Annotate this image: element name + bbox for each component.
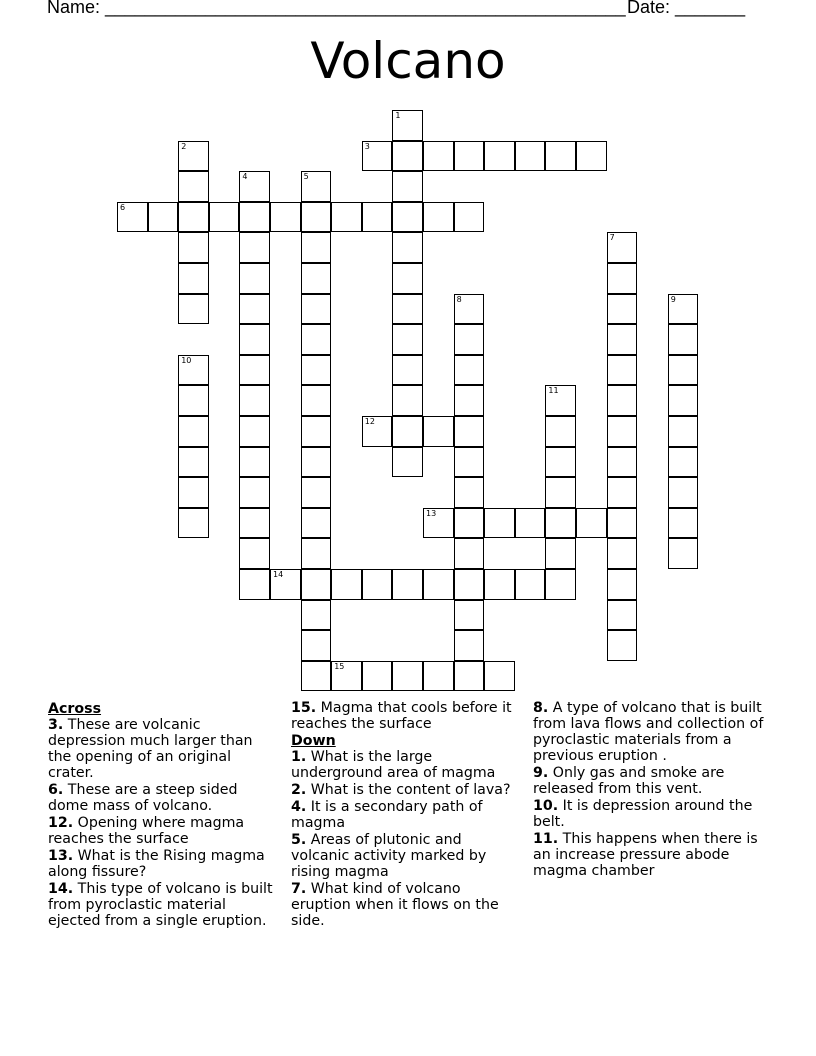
clue-number: 6. [48, 782, 64, 798]
crossword-cell[interactable] [607, 263, 638, 294]
crossword-cell[interactable] [239, 294, 270, 325]
crossword-cell[interactable] [178, 416, 209, 447]
clue-column-1 [48, 700, 280, 930]
clue-number: 2. [291, 782, 307, 798]
clue-number-label: 12 [364, 417, 375, 426]
crossword-cell[interactable] [607, 232, 638, 263]
crossword-cell[interactable] [301, 447, 332, 478]
crossword-cell[interactable] [392, 569, 423, 600]
crossword-cell[interactable] [454, 661, 485, 692]
clue-text: Only gas and smoke are released from this vent. [533, 765, 725, 797]
clue-across-6 [48, 782, 280, 814]
crossword-cell[interactable] [576, 141, 607, 172]
crossword-cell[interactable] [545, 447, 576, 478]
crossword-cell[interactable] [239, 202, 270, 233]
clue-down-5 [291, 832, 523, 880]
crossword-cell[interactable] [301, 477, 332, 508]
crossword-cell[interactable] [484, 569, 515, 600]
clue-number-label: 13 [426, 508, 437, 518]
crossword-cell[interactable] [178, 202, 209, 233]
crossword-cell[interactable] [545, 141, 576, 172]
crossword-cell[interactable] [545, 538, 576, 569]
crossword-cell[interactable] [668, 294, 699, 325]
crossword-cell[interactable] [301, 263, 332, 294]
crossword-cell[interactable] [423, 569, 454, 600]
crossword-cell[interactable] [239, 538, 270, 569]
clue-number-label: 11 [548, 386, 559, 396]
clue-number: 15. [291, 700, 317, 716]
crossword-cell[interactable] [392, 171, 423, 202]
crossword-cell[interactable] [607, 508, 638, 539]
clue-number: 9. [533, 765, 549, 781]
clue-number: 8. [533, 700, 549, 716]
crossword-cell[interactable] [362, 141, 393, 172]
clue-number-label: 6 [120, 202, 126, 212]
clue-number: 7. [291, 881, 307, 897]
clue-text: What is the content of lava? [310, 782, 511, 798]
clue-down-1 [291, 749, 523, 781]
clue-number-label: 1 [395, 111, 401, 120]
crossword-cell[interactable] [454, 294, 485, 325]
clue-text: A type of volcano that is built from lava flows and collection of pyroclastic materials from a previous eruption . [533, 700, 764, 764]
clue-down-4 [291, 799, 523, 831]
crossword-cell[interactable] [607, 416, 638, 447]
crossword-cell[interactable] [484, 661, 515, 692]
clue-number: 5. [291, 832, 307, 848]
crossword-cell[interactable] [178, 171, 209, 202]
crossword-cell[interactable] [545, 569, 576, 600]
crossword-cell[interactable] [392, 661, 423, 692]
crossword-cell[interactable] [270, 569, 301, 600]
crossword-cell[interactable] [454, 600, 485, 631]
clue-across-3 [48, 717, 280, 781]
crossword-cell[interactable] [607, 600, 638, 631]
crossword-cell[interactable] [239, 569, 270, 600]
crossword-cell[interactable] [301, 355, 332, 386]
crossword-cell[interactable] [607, 477, 638, 508]
crossword-cell[interactable] [301, 232, 332, 263]
crossword-cell[interactable] [362, 661, 393, 692]
crossword-cell[interactable] [178, 447, 209, 478]
crossword-cell[interactable] [178, 508, 209, 539]
crossword-cell[interactable] [392, 324, 423, 355]
crossword-cell[interactable] [668, 477, 699, 508]
crossword-cell[interactable] [301, 661, 332, 692]
crossword-cell[interactable] [331, 569, 362, 600]
crossword-cell[interactable] [178, 385, 209, 416]
crossword-cell[interactable] [239, 416, 270, 447]
clue-across-12 [48, 815, 280, 847]
crossword-cell[interactable] [668, 385, 699, 416]
clue-text: Magma that cools before it reaches the surface [291, 700, 512, 732]
clue-column-2 [291, 700, 523, 930]
clue-text: What is the Rising magma along fissure? [48, 848, 265, 880]
crossword-cell[interactable] [454, 447, 485, 478]
crossword-cell[interactable] [239, 447, 270, 478]
crossword-cell[interactable] [515, 141, 546, 172]
crossword-cell[interactable] [239, 508, 270, 539]
crossword-cell[interactable] [331, 202, 362, 233]
clue-number: 13. [48, 848, 74, 864]
clue-across-13 [48, 848, 280, 880]
crossword-cell[interactable] [454, 416, 485, 447]
crossword-cell[interactable] [545, 416, 576, 447]
clue-number-label: 8 [456, 294, 462, 304]
clue-down-2 [291, 782, 523, 798]
crossword-cell[interactable] [239, 477, 270, 508]
crossword-cell[interactable] [423, 202, 454, 233]
clue-number: 10. [533, 798, 559, 814]
crossword-cell[interactable] [301, 202, 332, 233]
crossword-cell[interactable] [239, 232, 270, 263]
crossword-cell[interactable] [148, 202, 179, 233]
clue-number-label: 15 [334, 661, 345, 671]
clue-down-7 [291, 881, 523, 929]
crossword-cell[interactable] [270, 202, 301, 233]
crossword-cell[interactable] [301, 538, 332, 569]
clue-text: This happens when there is an increase pressure abode magma chamber [533, 831, 758, 879]
clue-number-label: 9 [670, 294, 676, 304]
name-line: Name: ____________________________________________________ [47, 0, 626, 17]
clue-down-10 [533, 798, 765, 830]
crossword-cell[interactable] [392, 110, 423, 141]
crossword-cell[interactable] [545, 477, 576, 508]
crossword-cell[interactable] [239, 385, 270, 416]
crossword-cell[interactable] [423, 661, 454, 692]
crossword-cell[interactable] [454, 324, 485, 355]
crossword-cell[interactable] [392, 263, 423, 294]
crossword-cell[interactable] [392, 447, 423, 478]
crossword-cell[interactable] [178, 141, 209, 172]
crossword-cell[interactable] [607, 630, 638, 661]
crossword-cell[interactable] [607, 569, 638, 600]
crossword-cell[interactable] [668, 508, 699, 539]
crossword-cell[interactable] [178, 263, 209, 294]
crossword-cell[interactable] [301, 630, 332, 661]
clue-number-label: 3 [364, 141, 370, 151]
crossword-cell[interactable] [607, 294, 638, 325]
crossword-cell[interactable] [392, 385, 423, 416]
crossword-cell[interactable] [454, 538, 485, 569]
crossword-cell[interactable] [117, 202, 148, 233]
crossword-cell[interactable] [454, 477, 485, 508]
clue-text: Opening where magma reaches the surface [48, 815, 245, 847]
crossword-cell[interactable] [454, 569, 485, 600]
crossword-cell[interactable] [301, 569, 332, 600]
clue-down-8 [533, 700, 765, 764]
crossword-cell[interactable] [392, 141, 423, 172]
crossword-cell[interactable] [362, 416, 393, 447]
crossword-cell[interactable] [392, 416, 423, 447]
clue-number-label: 14 [273, 570, 284, 579]
date-line: Date: _______ [627, 0, 746, 17]
clue-number: 1. [291, 749, 307, 765]
clue-text: What is the large underground area of magma [291, 749, 496, 781]
crossword-cell[interactable] [239, 263, 270, 294]
crossword-cell[interactable] [301, 171, 332, 202]
crossword-cell[interactable] [362, 569, 393, 600]
crossword-cell[interactable] [607, 538, 638, 569]
clue-across-15 [291, 700, 523, 732]
clue-down-9 [533, 765, 765, 797]
crossword-cell[interactable] [454, 630, 485, 661]
crossword-cell[interactable] [668, 416, 699, 447]
crossword-cell[interactable] [607, 385, 638, 416]
clue-number: 3. [48, 717, 64, 733]
crossword-cell[interactable] [301, 600, 332, 631]
crossword-cell[interactable] [301, 416, 332, 447]
crossword-cell[interactable] [392, 232, 423, 263]
crossword-cell[interactable] [515, 569, 546, 600]
crossword-cell[interactable] [239, 355, 270, 386]
crossword-cell[interactable] [301, 385, 332, 416]
clue-number-label: 10 [181, 355, 192, 365]
clue-across-14 [48, 881, 280, 929]
crossword-cell[interactable] [178, 477, 209, 508]
clue-text: These are a steep sided dome mass of volcano. [48, 782, 238, 814]
crossword-cell[interactable] [515, 508, 546, 539]
clue-text: What kind of volcano eruption when it flows on the side. [291, 881, 499, 929]
clue-number: 12. [48, 815, 74, 831]
crossword-cell[interactable] [607, 355, 638, 386]
crossword-cell[interactable] [362, 202, 393, 233]
crossword-cell[interactable] [484, 141, 515, 172]
clue-text: These are volcanic depression much larger than the opening of an original crater. [48, 717, 253, 781]
crossword-cell[interactable] [331, 661, 362, 692]
page-title: Volcano [310, 32, 506, 90]
clue-text: It is depression around the belt. [533, 798, 753, 830]
crossword-cell[interactable] [454, 141, 485, 172]
crossword-cell[interactable] [454, 508, 485, 539]
crossword-cell[interactable] [668, 355, 699, 386]
clue-text: Areas of plutonic and volcanic activity marked by rising magma [291, 832, 487, 880]
clue-number: 4. [291, 799, 307, 815]
crossword-cell[interactable] [178, 355, 209, 386]
crossword-cell[interactable] [454, 355, 485, 386]
crossword-cell[interactable] [209, 202, 240, 233]
clue-number-label: 5 [303, 172, 309, 182]
crossword-cell[interactable] [301, 294, 332, 325]
clue-text: This type of volcano is built from pyroclastic material ejected from a single eruption. [48, 881, 273, 929]
clue-number: 14. [48, 881, 74, 897]
crossword-cell[interactable] [545, 385, 576, 416]
crossword-cell[interactable] [301, 508, 332, 539]
crossword-cell[interactable] [392, 294, 423, 325]
across-heading: Across [48, 701, 102, 717]
clue-column-3 [533, 700, 765, 880]
crossword-cell[interactable] [423, 416, 454, 447]
clue-number-label: 4 [242, 172, 248, 182]
crossword-cell[interactable] [668, 324, 699, 355]
crossword-cell[interactable] [668, 538, 699, 569]
crossword-cell[interactable] [576, 508, 607, 539]
clue-down-11 [533, 831, 765, 879]
crossword-cell[interactable] [423, 508, 454, 539]
clue-number-label: 2 [181, 141, 187, 151]
clue-number-label: 7 [609, 233, 615, 243]
crossword-cell[interactable] [392, 202, 423, 233]
down-heading: Down [291, 733, 336, 749]
crossword-cell[interactable] [178, 294, 209, 325]
crossword-cell[interactable] [607, 324, 638, 355]
crossword-cell[interactable] [423, 141, 454, 172]
clue-text: It is a secondary path of magma [291, 799, 483, 831]
crossword-cell[interactable] [545, 508, 576, 539]
crossword-cell[interactable] [178, 232, 209, 263]
crossword-cell[interactable] [454, 202, 485, 233]
crossword-cell[interactable] [454, 385, 485, 416]
crossword-cell[interactable] [392, 355, 423, 386]
crossword-cell[interactable] [239, 171, 270, 202]
crossword-cell[interactable] [668, 447, 699, 478]
crossword-cell[interactable] [301, 324, 332, 355]
clue-number: 11. [533, 831, 559, 847]
crossword-cell[interactable] [239, 324, 270, 355]
crossword-cell[interactable] [607, 447, 638, 478]
crossword-cell[interactable] [484, 508, 515, 539]
